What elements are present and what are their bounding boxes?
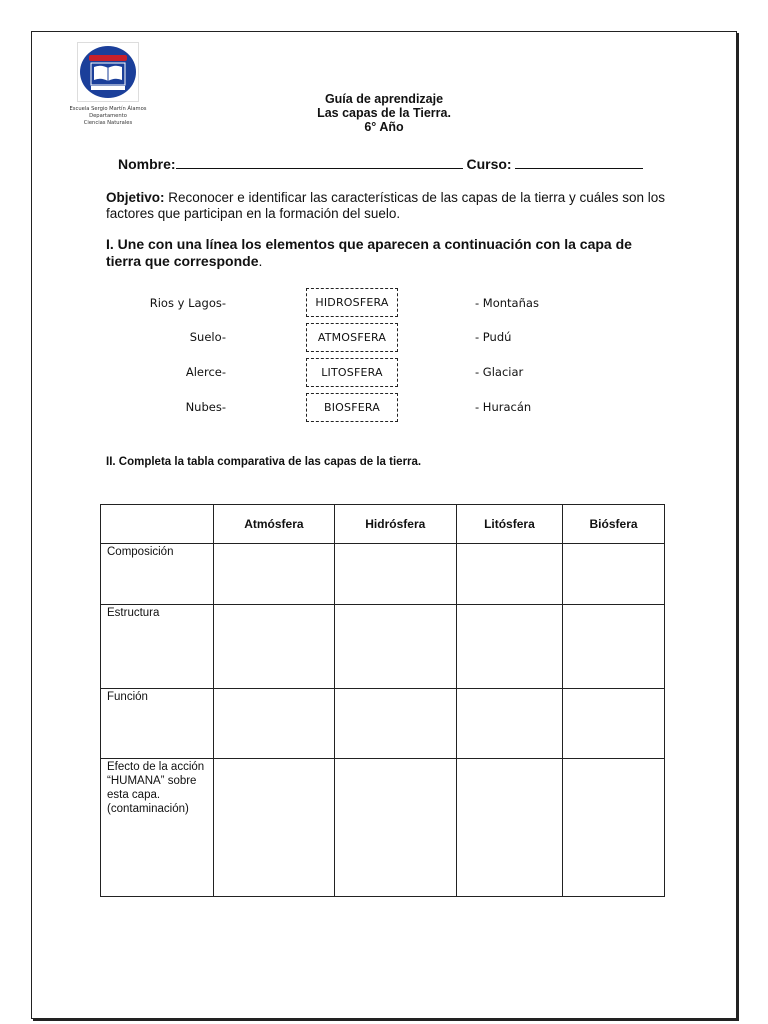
table-cell[interactable] bbox=[563, 544, 665, 605]
table-cell[interactable] bbox=[334, 544, 456, 605]
course-field[interactable] bbox=[515, 156, 643, 169]
name-label: Nombre: bbox=[118, 156, 176, 172]
objective-text: Reconocer e identificar las características de las capas de la tierra y cuáles son los factores que participan en la formación del suelo. bbox=[106, 190, 666, 221]
table-row bbox=[101, 544, 665, 605]
table-cell[interactable] bbox=[456, 759, 562, 897]
table-header-litosfera: Litósfera bbox=[456, 505, 562, 544]
row-label-composicion: Composición bbox=[101, 544, 214, 605]
row-label-estructura: Estructura bbox=[101, 605, 214, 689]
row-label-efecto: Efecto de la acción “HUMANA” sobre esta capa. (contaminación) bbox=[101, 759, 214, 897]
table-cell[interactable] bbox=[334, 759, 456, 897]
school-logo bbox=[77, 42, 139, 102]
table-cell[interactable] bbox=[334, 605, 456, 689]
section1-heading bbox=[106, 236, 666, 270]
table-cell[interactable] bbox=[563, 759, 665, 897]
layer-box-biosfera: BIOSFERA bbox=[306, 393, 398, 422]
layer-box-hidrosfera: HIDROSFERA bbox=[306, 288, 398, 317]
table-header-row bbox=[101, 505, 665, 544]
table-header-atmosfera: Atmósfera bbox=[214, 505, 335, 544]
right-item-3: - Glaciar bbox=[475, 365, 524, 379]
table-cell[interactable] bbox=[456, 544, 562, 605]
table-cell[interactable] bbox=[214, 605, 335, 689]
table-cell[interactable] bbox=[214, 544, 335, 605]
table-header-biosfera: Biósfera bbox=[563, 505, 665, 544]
document-subtitle: Las capas de la Tierra. bbox=[317, 106, 451, 120]
school-subject: Ciencias Naturales bbox=[83, 120, 133, 126]
table-cell[interactable] bbox=[563, 605, 665, 689]
right-item-2: - Pudú bbox=[475, 330, 512, 344]
table-cell[interactable] bbox=[563, 689, 665, 759]
table-header-corner bbox=[101, 505, 214, 544]
table-row bbox=[101, 759, 665, 897]
table-cell[interactable] bbox=[456, 605, 562, 689]
document-title: Guía de aprendizaje bbox=[324, 92, 444, 106]
grade-label: 6° Año bbox=[364, 120, 404, 134]
comparison-table bbox=[100, 504, 665, 897]
layer-box-atmosfera: ATMOSFERA bbox=[306, 323, 398, 352]
section1-period: . bbox=[258, 253, 263, 269]
school-info bbox=[52, 106, 164, 127]
right-item-1: - Montañas bbox=[475, 296, 539, 310]
table-cell[interactable] bbox=[214, 689, 335, 759]
name-field[interactable] bbox=[176, 156, 463, 169]
table-header-hidrosfera: Hidrósfera bbox=[334, 505, 456, 544]
student-info-row bbox=[118, 156, 643, 172]
left-item-2: Suelo- bbox=[189, 330, 226, 344]
table-cell[interactable] bbox=[214, 759, 335, 897]
section1-title: I. Une con una línea los elementos que aparecen a continuación con la capa de tierra que corresponde bbox=[106, 236, 632, 269]
objective-label: Objetivo: bbox=[106, 190, 165, 205]
row-label-funcion: Función bbox=[101, 689, 214, 759]
left-item-3: Alerce- bbox=[185, 365, 226, 379]
right-item-4: - Huracán bbox=[475, 400, 532, 414]
school-department: Departamento bbox=[89, 113, 127, 119]
course-label: Curso: bbox=[466, 156, 512, 172]
table-cell[interactable] bbox=[334, 689, 456, 759]
section2-title: II. Completa la tabla comparativa de las capas de la tierra. bbox=[106, 456, 422, 468]
left-item-1: Rios y Lagos- bbox=[149, 296, 226, 310]
table-cell[interactable] bbox=[456, 689, 562, 759]
layer-box-litosfera: LITOSFERA bbox=[306, 358, 398, 387]
school-name: Escuela Sergio Martín Álamos bbox=[69, 106, 147, 112]
objective-paragraph bbox=[106, 190, 666, 222]
left-item-4: Nubes- bbox=[185, 400, 226, 414]
table-row bbox=[101, 605, 665, 689]
table-row bbox=[101, 689, 665, 759]
document-header bbox=[234, 92, 534, 134]
